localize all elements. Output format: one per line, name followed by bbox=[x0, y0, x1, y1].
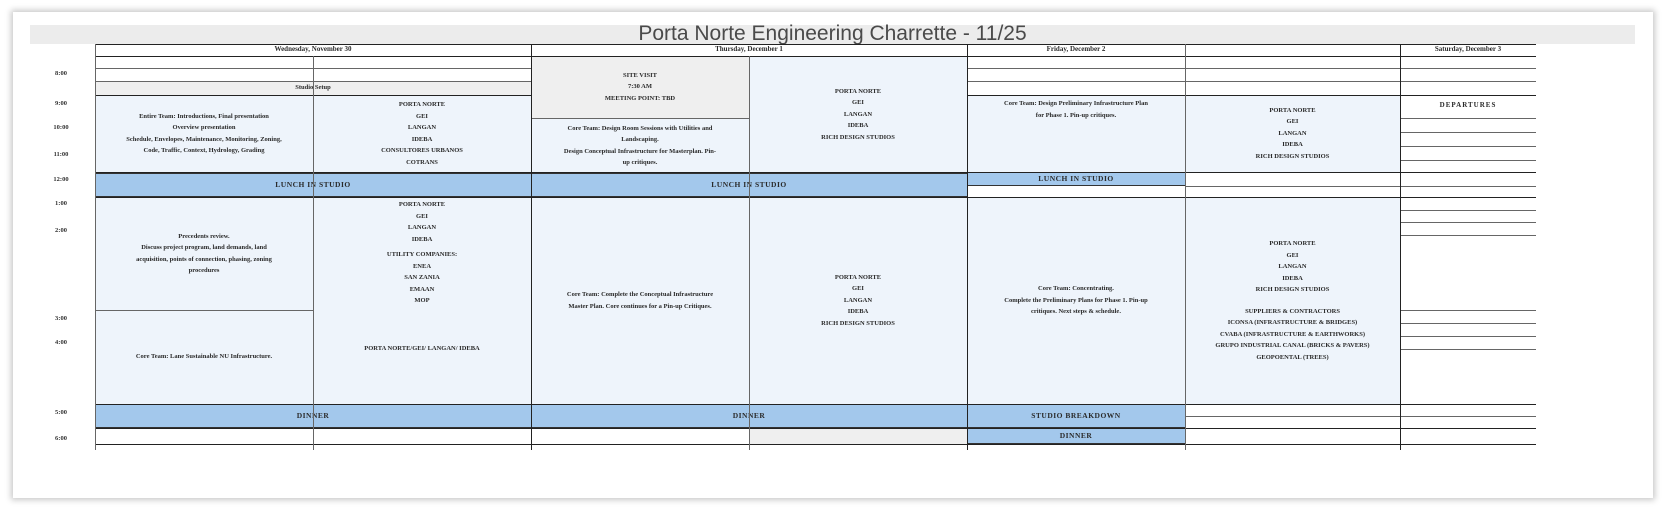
suppliers-heading: SUPPLIERS & CONTRACTORS bbox=[1245, 307, 1340, 315]
fri-afternoon-session bbox=[967, 197, 1185, 404]
attendee: LANGAN bbox=[843, 110, 873, 118]
thu-morning-session bbox=[531, 118, 749, 173]
time-label: 9:00 bbox=[55, 100, 67, 107]
grid-line bbox=[531, 44, 532, 450]
day-header-thursday: Thursday, December 1 bbox=[715, 45, 783, 54]
grid-line bbox=[95, 444, 1536, 445]
wed-morning-line: Entire Team: Introductions, Final presentation bbox=[139, 112, 269, 120]
site-visit-title: SITE VISIT bbox=[622, 71, 658, 79]
wed-afternoon-session bbox=[95, 197, 313, 310]
attendee: CONSULTORES URBANOS bbox=[381, 147, 463, 154]
attendee: IDEBA bbox=[847, 308, 869, 316]
fri-dinner-band: DINNER bbox=[967, 428, 1185, 444]
time-label: 11:00 bbox=[53, 151, 69, 158]
attendee: GEI bbox=[852, 99, 864, 107]
grid-line bbox=[1185, 44, 1186, 450]
attendee: RICH DESIGN STUDIOS bbox=[1255, 286, 1330, 293]
fri-morning-line: for Phase 1. Pin-up critiques. bbox=[1035, 111, 1117, 119]
thu-afternoon-line: Master Plan. Core continues for a Pin-up Critiques. bbox=[568, 302, 712, 310]
wed-morning-session bbox=[95, 95, 313, 172]
page-title: Porta Norte Engineering Charrette - 11/25 bbox=[638, 22, 1027, 45]
attendee: ENEA bbox=[412, 262, 432, 270]
attendee: PORTA NORTE bbox=[398, 101, 446, 108]
attendee: GEI bbox=[1286, 118, 1299, 126]
grid-line bbox=[1185, 186, 1536, 187]
attendee: PORTA NORTE bbox=[1269, 240, 1316, 247]
grid-line bbox=[967, 81, 1536, 82]
time-label: 12:00 bbox=[53, 176, 69, 183]
supplier: ICONSA (INFRASTRUCTURE & BRIDGES) bbox=[1227, 319, 1358, 326]
grid-line bbox=[313, 56, 314, 450]
thu-morning-line: Core Team: Design Room Sessions with Utilities and bbox=[567, 124, 713, 132]
grid-line bbox=[1400, 323, 1536, 324]
thu-morning-attendees bbox=[749, 56, 967, 173]
attendee: RICH DESIGN STUDIOS bbox=[1255, 152, 1330, 160]
supplier: GEOPOENTAL (TREES) bbox=[1256, 353, 1329, 361]
fri-afternoon-line: Complete the Preliminary Plans for Phase 1. Pin-up bbox=[1004, 296, 1148, 304]
attendee: GEI bbox=[852, 285, 864, 293]
time-label: 5:00 bbox=[55, 409, 67, 416]
attendee: IDEBA bbox=[1282, 141, 1303, 149]
thu-morning-line: Landscaping. bbox=[621, 136, 659, 143]
fri-morning-line: Core Team: Design Preliminary Infrastructure Plan bbox=[1004, 100, 1148, 107]
time-label: 4:00 bbox=[55, 339, 67, 346]
attendee: MOP bbox=[414, 297, 430, 304]
thu-afternoon-session bbox=[531, 197, 749, 404]
grid-line bbox=[95, 428, 1536, 429]
wed-afternoon-line: acquisition, points of connection, phasing, zoning bbox=[136, 255, 272, 263]
grid-line bbox=[95, 404, 1536, 405]
grid-line bbox=[1400, 132, 1536, 133]
grid-line bbox=[95, 310, 313, 311]
grid-line bbox=[95, 172, 1536, 173]
attendee: IDEBA bbox=[411, 135, 433, 143]
grid-line bbox=[95, 56, 1536, 57]
grid-line bbox=[1400, 146, 1536, 147]
supplier: CVABA (INFRASTRUCTURE & EARTHWORKS) bbox=[1219, 330, 1365, 338]
attendee: LANGAN bbox=[843, 296, 873, 304]
wed-morning-line: Schedule, Envelopes, Maintenance, Monitoring, Zoning, bbox=[126, 135, 282, 143]
thu-evening-block bbox=[749, 428, 967, 444]
thu-morning-line: Design Conceptual Infrastructure for Masterplan. Pin- bbox=[563, 147, 717, 155]
site-visit-time: 7:30 AM bbox=[627, 83, 652, 91]
grid-line bbox=[1400, 210, 1536, 211]
wed-afternoon-attendees bbox=[313, 197, 531, 404]
attendee: PORTA NORTE bbox=[834, 87, 882, 95]
wed-morning-line: Overview presentation bbox=[172, 124, 236, 131]
attendee: PORTA NORTE bbox=[834, 273, 882, 281]
attendee: IDEBA bbox=[1282, 274, 1303, 282]
wed-afternoon-line: Discuss project program, land demands, land bbox=[141, 244, 267, 251]
fri-studio-breakdown: STUDIO BREAKDOWN bbox=[967, 404, 1185, 428]
attendee: GEI bbox=[1286, 251, 1299, 259]
attendee: PORTA NORTE bbox=[1269, 106, 1316, 114]
attendee: LANGAN bbox=[1278, 263, 1307, 270]
attendee: PORTA NORTE bbox=[398, 201, 446, 208]
grid-line bbox=[1185, 416, 1536, 417]
fri-afternoon-line: critiques. Next steps & schedule. bbox=[1031, 308, 1121, 316]
sat-departures: DEPARTURES bbox=[1439, 101, 1497, 110]
site-visit-meeting: MEETING POINT: TBD bbox=[604, 94, 676, 102]
attendee: SAN ZANIA bbox=[404, 274, 440, 281]
supplier: GRUPO INDUSTRIAL CANAL (BRICKS & PAVERS) bbox=[1215, 342, 1370, 349]
grid-line bbox=[1400, 310, 1536, 311]
wed-morning-line: Code, Traffic, Context, Hydrology, Grading bbox=[143, 147, 265, 154]
grid-line bbox=[1400, 336, 1536, 337]
time-label: 2:00 bbox=[55, 227, 67, 234]
time-label: 3:00 bbox=[55, 315, 67, 322]
fri-afternoon-line: Core Team: Concentrating. bbox=[1038, 285, 1114, 293]
attendee: GEI bbox=[416, 112, 428, 120]
grid-line bbox=[749, 56, 750, 450]
wed-morning-attendees bbox=[313, 95, 531, 172]
time-label: 10:00 bbox=[53, 124, 69, 131]
grid-line bbox=[967, 95, 1536, 96]
attendee: LANGAN bbox=[407, 124, 437, 131]
thu-morning-line: up critiques. bbox=[622, 159, 658, 166]
day-header-friday: Friday, December 2 bbox=[1046, 45, 1106, 54]
attendee: IDEBA bbox=[847, 122, 869, 130]
time-label: 1:00 bbox=[55, 200, 67, 207]
grid-line bbox=[1400, 44, 1401, 450]
time-label: 8:00 bbox=[55, 70, 67, 77]
thu-site-visit bbox=[531, 56, 749, 118]
wed-afternoon-line: procedures bbox=[188, 267, 220, 274]
day-header-wednesday: Wednesday, November 30 bbox=[274, 45, 352, 54]
fri-morning-attendees bbox=[1185, 95, 1400, 172]
grid-line bbox=[1400, 235, 1536, 236]
thu-afternoon-attendees bbox=[749, 197, 967, 404]
grid-line bbox=[531, 118, 749, 119]
wed-lunch-band: LUNCH IN STUDIO bbox=[95, 173, 531, 197]
grid-line bbox=[1400, 349, 1536, 350]
fri-afternoon-attendees bbox=[1185, 197, 1400, 404]
grid-line bbox=[1400, 222, 1536, 223]
grid-line bbox=[1400, 160, 1536, 161]
attendee: IDEBA bbox=[411, 235, 433, 243]
wed-dinner-band: DINNER bbox=[95, 404, 531, 428]
attendee-group: PORTA NORTE/GEI/ LANGAN/ IDEBA bbox=[364, 344, 480, 352]
wed-afternoon-line: Precedents review. bbox=[178, 232, 230, 240]
wed-studio-setup: Studio Setup bbox=[95, 81, 531, 95]
attendee: LANGAN bbox=[407, 224, 437, 231]
attendee: EMAAN bbox=[409, 285, 435, 293]
grid-line bbox=[1400, 118, 1536, 119]
fri-morning-session bbox=[967, 95, 1185, 172]
grid-line bbox=[967, 68, 1536, 69]
grid-line bbox=[95, 44, 1536, 45]
grid-line bbox=[95, 44, 96, 450]
fri-lunch-band: LUNCH IN STUDIO bbox=[967, 172, 1185, 186]
thu-dinner-band: DINNER bbox=[531, 404, 967, 428]
grid-line bbox=[95, 197, 1536, 198]
attendee: LANGAN bbox=[1278, 129, 1307, 137]
attendee: RICH DESIGN STUDIOS bbox=[821, 133, 895, 141]
thu-afternoon-line: Core Team: Complete the Conceptual Infrastructure bbox=[566, 291, 714, 298]
thu-lunch-band: LUNCH IN STUDIO bbox=[531, 173, 967, 197]
attendee: COTRANS bbox=[406, 158, 438, 166]
day-header-saturday: Saturday, December 3 bbox=[1434, 45, 1502, 54]
utility-heading: UTILITY COMPANIES: bbox=[386, 251, 458, 258]
grid-line bbox=[967, 44, 968, 450]
attendee: RICH DESIGN STUDIOS bbox=[821, 319, 895, 327]
wed-core-team-session: Core Team: Lane Sustainable NU Infrastructure. bbox=[95, 310, 313, 404]
time-label: 6:00 bbox=[55, 435, 67, 442]
attendee: GEI bbox=[416, 212, 428, 220]
